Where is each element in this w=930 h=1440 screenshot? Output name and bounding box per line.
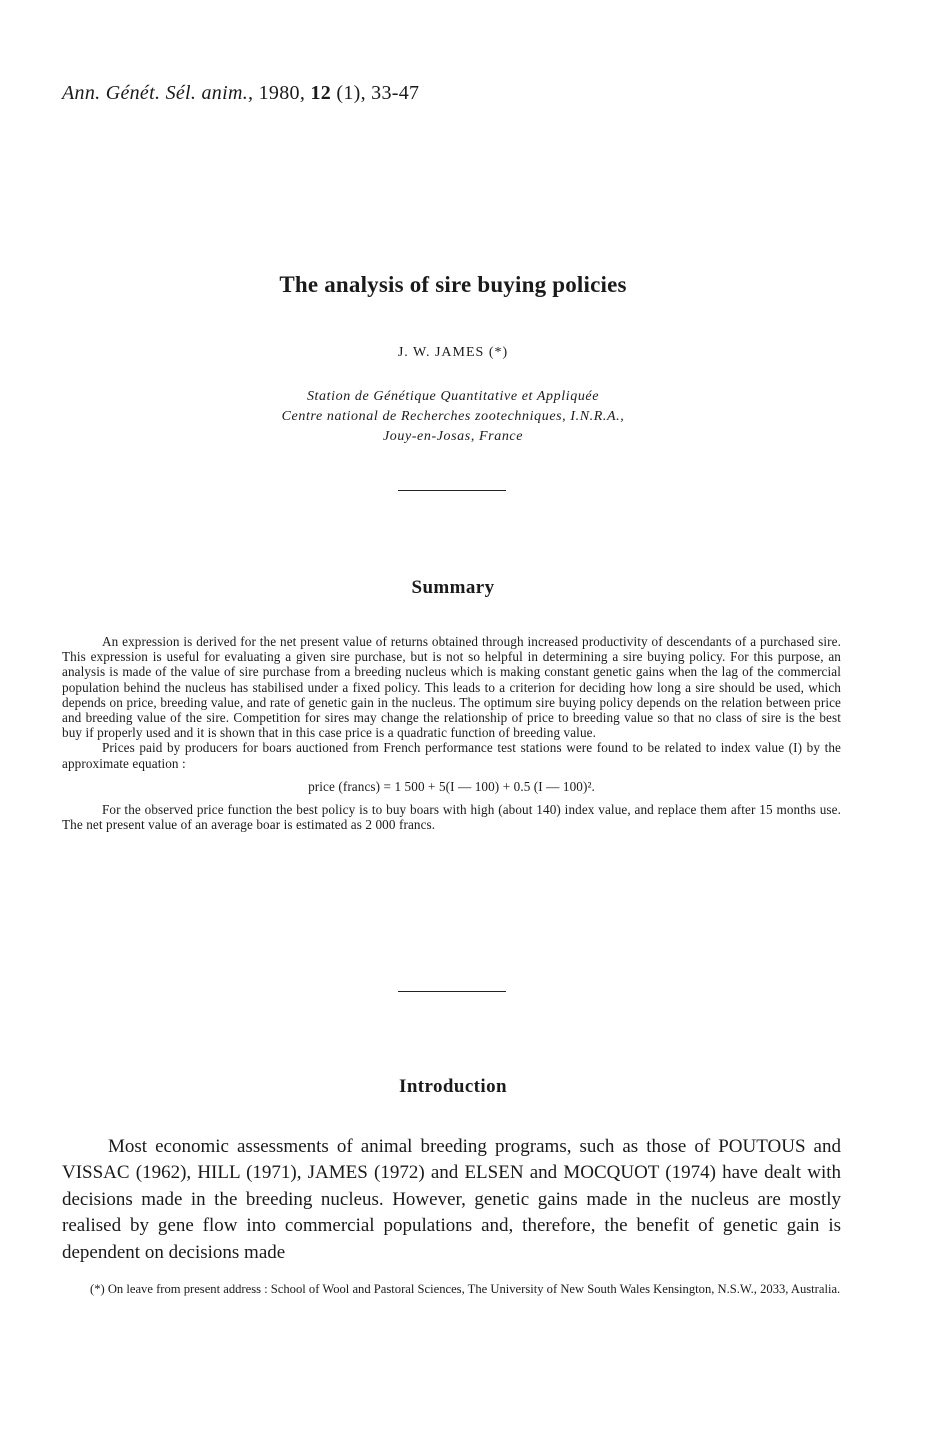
journal-citation <box>62 82 419 105</box>
summary-paragraph: An expression is derived for the net present value of returns obtained through increased productivity of descendants of a purchased sire. This expression is useful for evaluating a given sire purchase, but is not so helpful in determining a sire buying policy. For this purpose, an analysis is made of the value of sire purchase from a breeding nucleus which is making constant genetic gains when the lag of the commercial population behind the nucleus has stabilised under a fixed policy. This leads to a criterion for deciding how long a sire should be used, which depends on price, breeding value, and rate of genetic gain in the nucleus. The optimum sire buying policy depends on the relation between price and breeding value of the sire. Competition for sires may change the relationship of price to breeding value so that no class of sire is the best buy if properly used and it is shown that in this case price is a quadratic function of breeding value. <box>62 634 841 741</box>
summary-divider <box>398 991 506 992</box>
price-equation: price (francs) = 1 500 + 5(I — 100) + 0.5 (I — 100)². <box>308 778 595 794</box>
introduction-heading: Introduction <box>399 1076 507 1097</box>
journal-name: Ann. Génét. Sél. anim., <box>62 82 254 104</box>
article-title: The analysis of sire buying policies <box>279 272 627 297</box>
affiliation-line: Jouy-en-Josas, France <box>382 429 524 444</box>
introduction-paragraph: Most economic assessments of animal breeding programs, such as those of POUTOUS and VISSAC (1962), HILL (1971), JAMES (1972) and ELSEN and MOCQUOT (1974) have dealt with decisions made in the breeding nucleus. However, genetic gains made in the nucleus are mostly realised by gene flow into commercial populations and, therefore, the benefit of genetic gain is dependent on decisions made <box>62 1136 841 1263</box>
summary-paragraph: Prices paid by producers for boars auctioned from French performance test stations were found to be related to index value (I) by the approximate equation : <box>62 740 841 771</box>
summary-body <box>62 634 841 832</box>
introduction-body <box>62 1134 841 1266</box>
footnote <box>62 1281 841 1298</box>
issue-pages: (1), 33-47 <box>336 82 420 104</box>
publication-year: 1980, <box>258 82 306 104</box>
affiliation-line: Centre national de Recherches zootechniques, I.N.R.A., <box>281 409 625 424</box>
title-divider <box>398 490 506 491</box>
summary-paragraph: For the observed price function the best policy is to buy boars with high (about 140) index value, and replace them after 15 months use. The net present value of an average boar is estimated as 2 000 francs. <box>62 802 841 833</box>
volume-number: 12 <box>310 82 332 104</box>
author-name: J. W. JAMES (*) <box>397 345 509 360</box>
affiliation-line: Station de Génétique Quantitative et Appliquée <box>306 389 600 404</box>
summary-heading: Summary <box>411 577 495 598</box>
author-affiliation <box>0 387 906 447</box>
footnote-text: (*) On leave from present address : School of Wool and Pastoral Sciences, The University of New South Wales Kensington, N.S.W., 2033, Australia. <box>90 1282 841 1296</box>
